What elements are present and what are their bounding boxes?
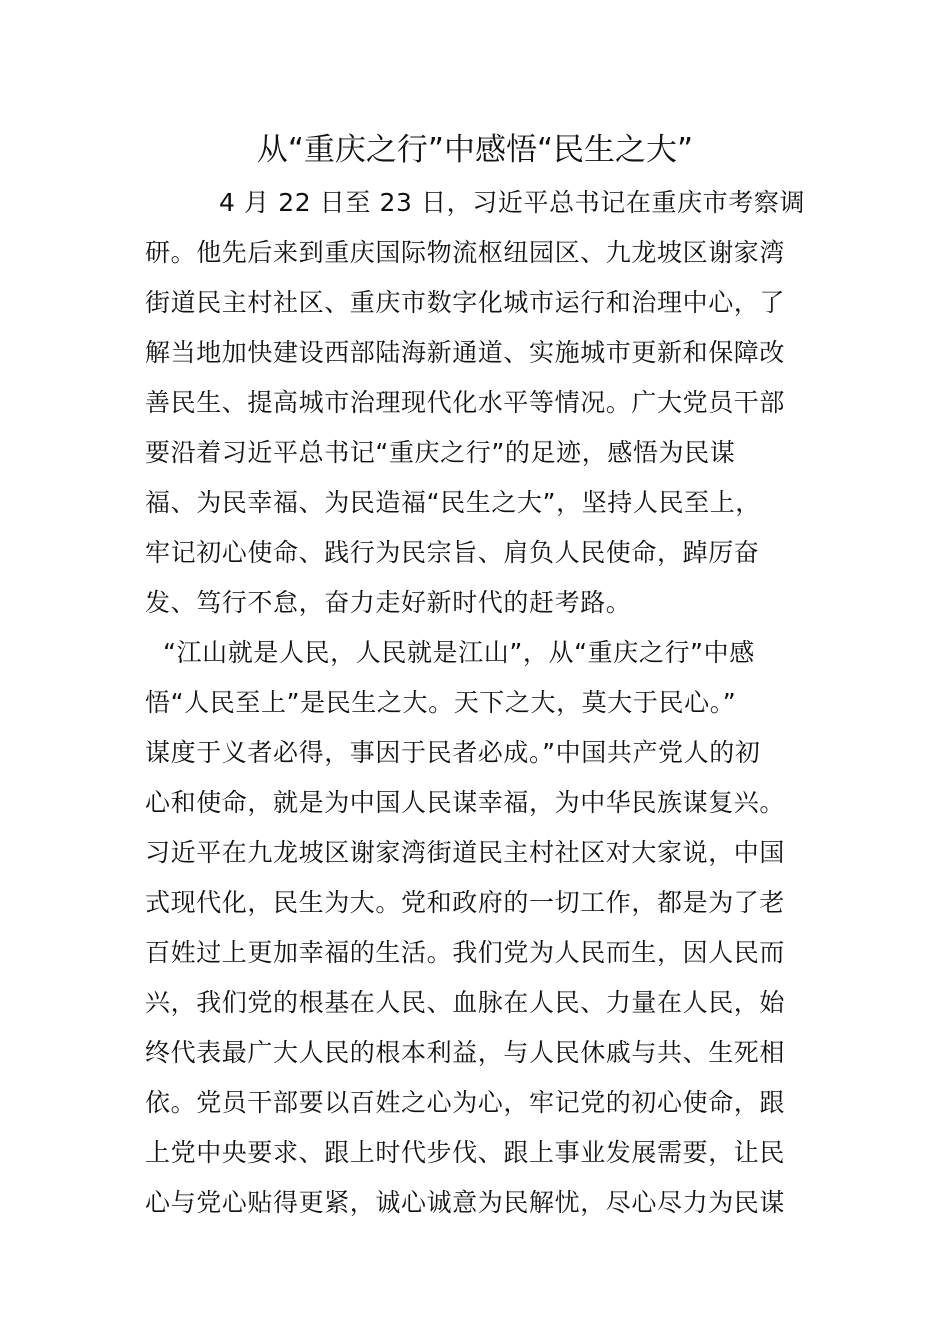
paragraph-line: 福、为民幸福、为民造福“民生之大”，坚持人民至上， xyxy=(145,488,761,517)
document-title: 从“重庆之行”中感悟“民生之大” xyxy=(256,132,694,168)
paragraph-line: 终代表最广大人民的根本利益，与人民休戚与共、生死相 xyxy=(145,1038,786,1067)
paragraph-line: 发、笃行不怠，奋力走好新时代的赶考路。 xyxy=(145,588,632,617)
paragraph-line: 百姓过上更加幸福的生活。我们党为人民而生，因人民而 xyxy=(145,938,786,967)
paragraph-line: 善民生、提高城市治理现代化水平等情况。广大党员干部 xyxy=(145,388,786,417)
paragraph-line: 4 月 22 日至 23 日，习近平总书记在重庆市考察调 xyxy=(219,188,806,217)
paragraph-line: 兴，我们党的根基在人民、血脉在人民、力量在人民，始 xyxy=(145,988,786,1017)
paragraph-line: 牢记初心使命、践行为民宗旨、肩负人民使命，踔厉奋 xyxy=(145,538,760,567)
paragraph-line: 心和使命，就是为中国人民谋幸福，为中华民族谋复兴。 xyxy=(145,788,786,817)
document-body xyxy=(145,178,810,1228)
paragraph-line: 谋度于义者必得，事因于民者必成。”中国共产党人的初 xyxy=(145,738,761,767)
paragraph-line: 研。他先后来到重庆国际物流枢纽园区、九龙坡区谢家湾 xyxy=(145,238,786,267)
paragraph-line: 心与党心贴得更紧，诚心诚意为民解忧，尽心尽力为民谋 xyxy=(145,1188,786,1217)
paragraph-line: 街道民主村社区、重庆市数字化城市运行和治理中心，了 xyxy=(145,288,786,317)
paragraph-line: 解当地加快建设西部陆海新通道、实施城市更新和保障改 xyxy=(145,338,786,367)
paragraph-line: 依。党员干部要以百姓之心为心，牢记党的初心使命，跟 xyxy=(145,1088,786,1117)
paragraph-line: 式现代化，民生为大。党和政府的一切工作，都是为了老 xyxy=(145,888,786,917)
paragraph-line: 上党中央要求、跟上时代步伐、跟上事业发展需要，让民 xyxy=(145,1138,786,1167)
paragraph-line: 悟“人民至上”是民生之大。天下之大，莫大于民心。” xyxy=(145,688,737,717)
paragraph-line: 要沿着习近平总书记“重庆之行”的足迹，感悟为民谋 xyxy=(145,438,736,467)
paragraph-line: “江山就是人民，人民就是江山”，从“重庆之行”中感 xyxy=(163,638,755,667)
paragraph-line: 习近平在九龙坡区谢家湾街道民主村社区对大家说，中国 xyxy=(145,838,786,867)
